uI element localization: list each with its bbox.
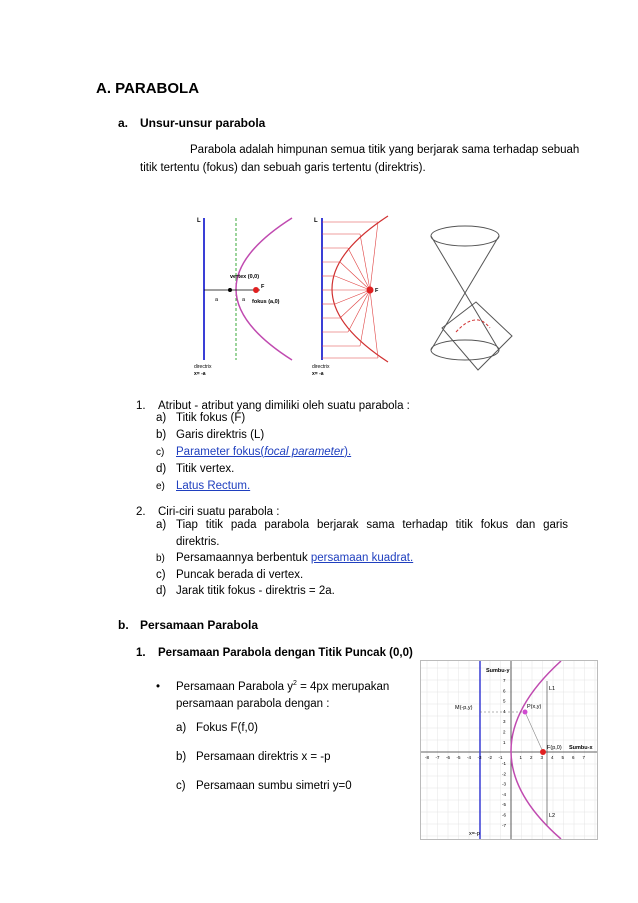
x-tick-label: 4 (551, 755, 554, 760)
parabola-diagram-middle (312, 216, 388, 377)
y-tick-label: 1 (503, 739, 506, 745)
list-item (156, 429, 264, 441)
characteristics-heading (136, 504, 279, 520)
x-tick-label: -7 (435, 755, 440, 760)
x-tick-label: 5 (561, 755, 565, 760)
list-text: Persamaan sumbu simetri y=0 (196, 780, 352, 792)
attributes-title: Atribut - atribut yang dimiliki oleh suatu parabola : (158, 400, 410, 412)
directrix-eq: x= -a (194, 371, 206, 377)
list-item (156, 569, 303, 581)
bullet-text: = 4px merupakan (296, 680, 390, 693)
L1-label: L1 (549, 686, 556, 692)
M-label: M(-p,y) (455, 705, 473, 711)
parabola-diagram-left (194, 218, 292, 377)
section-a-label: a. (118, 116, 129, 130)
directrix-label-L: L (197, 218, 201, 224)
y-tick-label: 2 (503, 729, 506, 735)
y-tick-label: 4 (503, 708, 506, 714)
superscript: 2 (292, 680, 297, 687)
focus-point (253, 287, 259, 293)
list-text: Garis direktris (L) (176, 429, 265, 441)
y-tick-label: 5 (503, 698, 506, 704)
list-label: d) (156, 585, 167, 597)
cone-diagram (431, 226, 512, 370)
list-label: c) (156, 569, 166, 581)
latus-rectum-link[interactable]: Latus Rectum. (176, 480, 251, 492)
distance-a-left: a (215, 297, 219, 303)
list-item (156, 552, 413, 564)
list-text: Persamaan direktris x = -p (196, 751, 331, 763)
x-tick-label: 6 (572, 755, 575, 760)
y-tick-label: -3 (502, 781, 507, 787)
list-text: Jarak titik fokus - direktris = 2a. (176, 585, 335, 597)
vertex-label: vertex (0,0) (230, 274, 260, 280)
y-axis-label: Sumbu-y (486, 668, 510, 674)
y-tick-label: -1 (502, 761, 507, 766)
list-label: a) (176, 722, 187, 734)
focus-label: F (261, 284, 265, 290)
list-text: Puncak berada di vertex. (176, 569, 304, 581)
list-label: a) (156, 412, 167, 424)
x-tick-label: 7 (582, 755, 586, 760)
list-label: b) (156, 553, 165, 564)
subsection-number: 1. (136, 647, 146, 659)
list-item (156, 585, 335, 597)
bullet-text: Persamaan Parabola y (176, 680, 293, 693)
definition-line-2: titik tertentu (fokus) dan sebuah garis tertentu (direktris). (140, 162, 426, 174)
characteristics-number: 2. (136, 506, 146, 518)
list-item (176, 780, 352, 792)
list-item (156, 519, 570, 531)
F-label: F(p,0) (547, 745, 562, 751)
list-label: c) (176, 780, 186, 792)
list-text-continued: direktris. (176, 536, 220, 548)
x-tick-label: -3 (477, 755, 482, 760)
x-tick-label: -2 (488, 755, 493, 760)
parabola-figure (190, 210, 530, 380)
section-b-heading (118, 618, 258, 632)
mid-directrix-label-L: L (314, 218, 318, 224)
mid-focus-label: F (375, 288, 379, 294)
quadratic-equation-link[interactable]: persamaan kuadrat. (310, 552, 414, 564)
x-tick-label: -4 (467, 755, 472, 760)
subsection-heading (136, 647, 413, 659)
x-tick-label: -8 (425, 755, 430, 760)
mid-directrix-text: directrix (312, 364, 330, 370)
section-a-heading (118, 116, 265, 130)
definition-line-1: Parabola adalah himpunan semua titik yang berjarak sama terhadap sebuah (190, 144, 580, 156)
list-label: a) (156, 519, 167, 531)
directrix-text: directrix (194, 364, 212, 370)
section-a-title: Unsur-unsur parabola (140, 116, 266, 130)
y-tick-label: -5 (502, 802, 507, 808)
y-tick-label: 7 (503, 678, 506, 683)
list-item (156, 412, 245, 424)
page-title: A. PARABOLA (96, 80, 200, 97)
list-item (176, 722, 258, 734)
y-tick-label: 3 (503, 719, 506, 725)
list-text: Titik fokus (F) (176, 412, 246, 424)
section-b-title: Persamaan Parabola (140, 618, 259, 632)
x-tick-label: 1 (519, 755, 523, 760)
list-text: Persamaannya berbentuk (176, 552, 311, 564)
P-label: P(x,y) (527, 704, 542, 710)
list-label: b) (176, 751, 187, 763)
list-item (156, 480, 250, 492)
x-tick-label: -1 (498, 755, 503, 760)
fokus-label: fokus (a,0) (252, 299, 280, 305)
y-tick-label: -7 (502, 822, 507, 828)
list-label: d) (156, 463, 167, 475)
y-tick-label: -2 (502, 771, 507, 777)
x-tick-label: -5 (456, 755, 461, 760)
list-item (156, 463, 234, 475)
list-item (156, 446, 351, 458)
L2-label: L2 (549, 813, 556, 819)
directrix-eq-label: x=-p (469, 831, 480, 837)
y-tick-label: -4 (502, 791, 507, 797)
list-label: e) (156, 481, 165, 492)
list-text: Titik vertex. (176, 463, 235, 475)
distance-a-right: a (242, 297, 246, 303)
focal-parameter-link[interactable]: Parameter fokus(focal parameter). (176, 446, 352, 458)
list-text: Tiap titik pada parabola berjarak sama terhadap titik fokus dan garis (176, 519, 568, 531)
bullet-paragraph (156, 676, 389, 695)
x-tick-label: 3 (540, 755, 544, 760)
mid-directrix-eq: x= -a (312, 371, 324, 377)
subsection-title: Persamaan Parabola dengan Titik Puncak (0,0) (158, 647, 413, 659)
x-tick-label: 2 (530, 755, 533, 760)
y-tick-label: -6 (502, 812, 507, 818)
attributes-number: 1. (136, 400, 146, 412)
parabola-graph (420, 660, 598, 840)
x-axis-label: Sumbu-x (569, 745, 593, 751)
characteristics-title: Ciri-ciri suatu parabola : (158, 506, 280, 518)
bullet-line-2: persamaan parabola dengan : (176, 698, 330, 710)
bullet-icon: • (156, 680, 161, 693)
list-label: b) (156, 429, 167, 441)
list-label: c) (156, 447, 165, 458)
list-item (176, 751, 331, 763)
point-p (523, 710, 528, 715)
list-text: Fokus F(f,0) (196, 722, 258, 734)
x-tick-label: -6 (446, 755, 451, 760)
y-tick-label: 6 (503, 688, 506, 694)
mid-parabola-curve (332, 216, 388, 362)
section-b-label: b. (118, 618, 129, 632)
